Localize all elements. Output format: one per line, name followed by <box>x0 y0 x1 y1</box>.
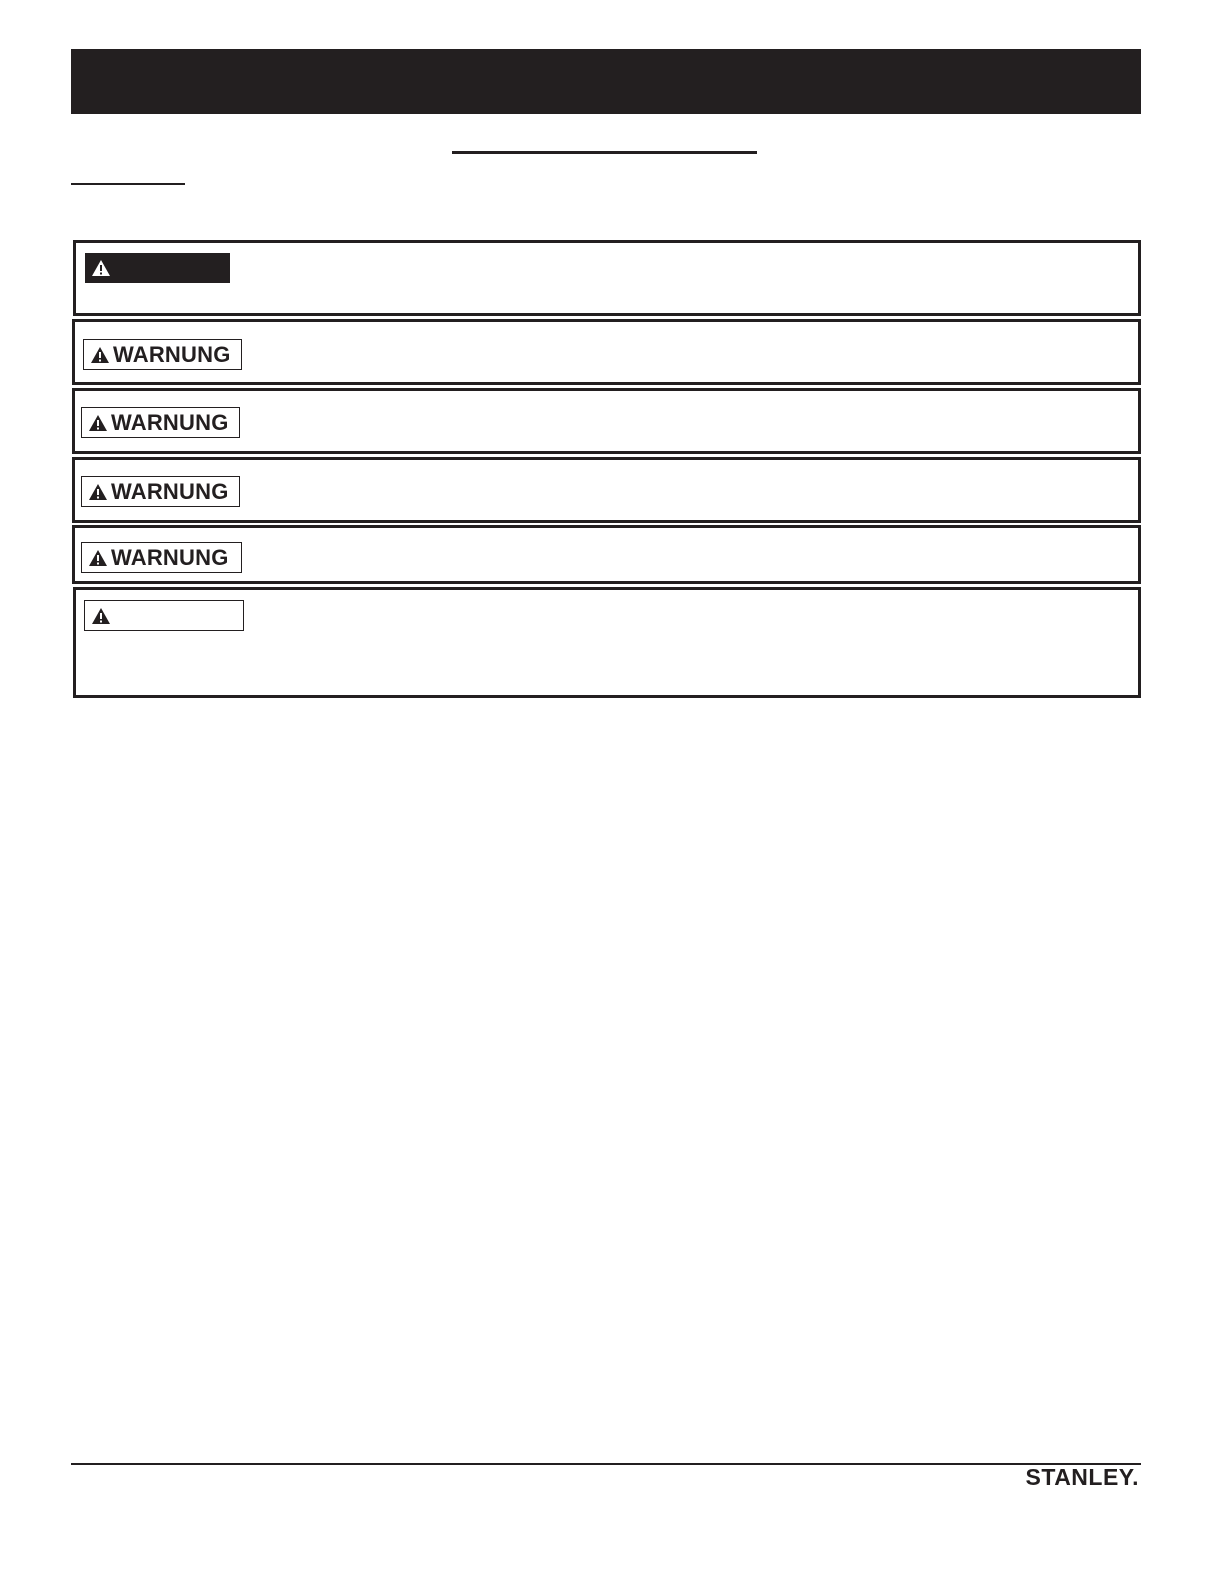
warning-triangle-icon <box>91 607 111 625</box>
title-underline <box>452 151 757 154</box>
danger-badge <box>85 253 230 283</box>
warning-badge-1 <box>83 339 242 370</box>
warning-box-2 <box>72 388 1141 454</box>
warning-badge-2 <box>81 407 240 438</box>
warning-triangle-icon <box>88 414 108 432</box>
warning-triangle-icon <box>90 346 110 364</box>
warning-triangle-icon <box>88 483 108 501</box>
warning-label-3: WARNUNG <box>111 478 229 504</box>
warning-badge-3 <box>81 476 240 507</box>
warning-box-1 <box>72 319 1141 385</box>
caution-badge <box>84 600 244 631</box>
warning-badge-4 <box>81 542 242 573</box>
warning-label-4: WARNUNG <box>111 544 229 570</box>
warning-label-2: WARNUNG <box>111 409 229 435</box>
warning-label-1: WARNUNG <box>113 341 231 367</box>
caution-warning-box <box>73 587 1141 698</box>
section-underline <box>71 183 185 185</box>
header-bar <box>71 49 1141 114</box>
warning-box-4 <box>72 525 1141 584</box>
warning-triangle-icon <box>91 259 111 277</box>
stanley-logo: STANLEY. <box>1025 1464 1139 1490</box>
warning-box-3 <box>72 457 1141 523</box>
danger-warning-box <box>73 240 1141 316</box>
warning-triangle-icon <box>88 549 108 567</box>
footer-rule <box>71 1463 1141 1465</box>
